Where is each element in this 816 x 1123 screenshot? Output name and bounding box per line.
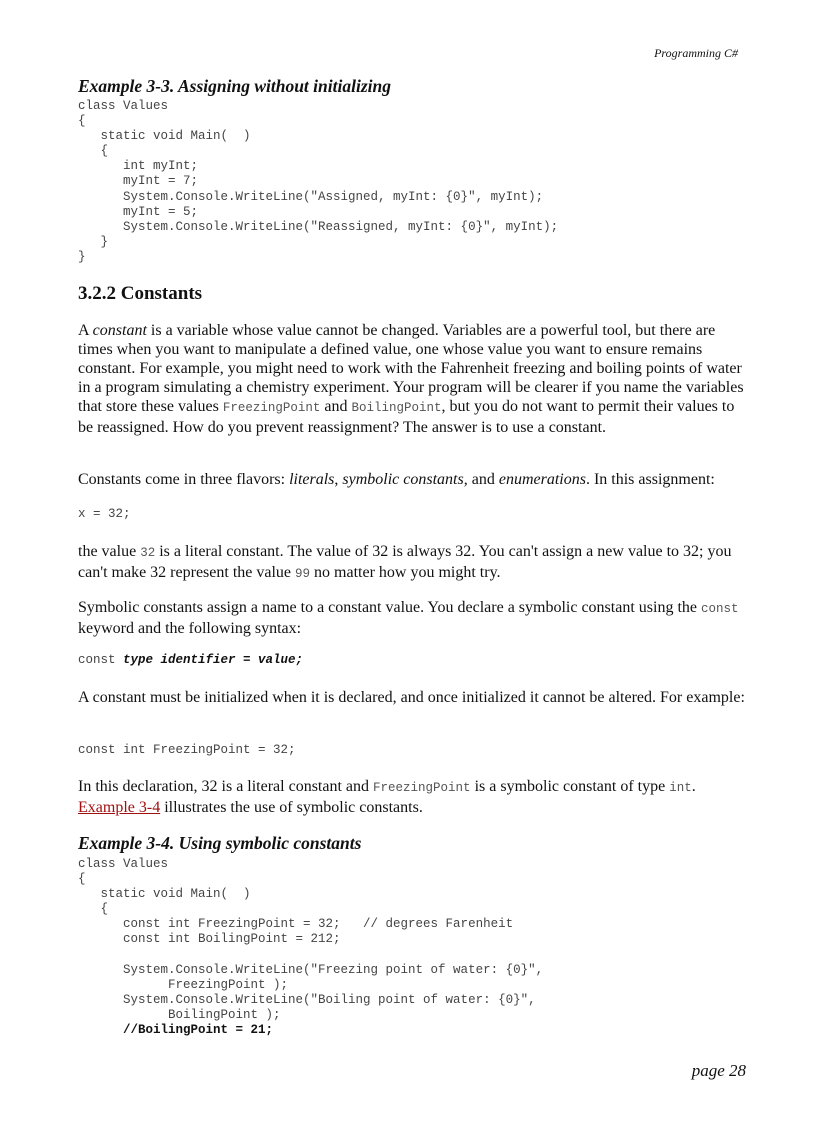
- term-constant: constant: [92, 322, 147, 339]
- term-literals: literals: [289, 471, 335, 488]
- syntax-keyword: const: [78, 653, 124, 667]
- code-assignment: x = 32;: [78, 507, 131, 521]
- inline-code: FreezingPoint: [222, 401, 321, 415]
- syntax-pattern: type identifier = value;: [123, 653, 304, 667]
- text: is a variable whose value cannot be changed. Variables are a powerful tool, but there are times when you want to manipulate a defined value, one whose value you want to ensure remains constant. For example, you might need to work with the Fahrenheit freezing and boiling points of water in a program simulating a chemistry experiment. Your program will be clearer if you name the variables that store these values: [78, 322, 744, 415]
- syntax-line: [78, 653, 303, 668]
- inline-code: 32: [140, 546, 156, 560]
- inline-code: int: [669, 781, 692, 795]
- example-3-4-link[interactable]: Example 3-4: [78, 799, 161, 816]
- term-symbolic-constants: symbolic constants,: [342, 471, 468, 488]
- text: and: [467, 471, 499, 488]
- inline-code: BoilingPoint: [351, 401, 442, 415]
- paragraph-constant-definition: [78, 321, 748, 437]
- example-3-4-code-bold-line: [78, 1023, 273, 1038]
- inline-code: FreezingPoint: [373, 781, 471, 795]
- paragraph-literal-constant: [78, 542, 748, 584]
- example-3-3-code: class Values { static void Main( ) { int myInt; myInt = 7; System.Console.WriteLine("Assigned, myInt: {0}", myInt); myInt = 5; System.Console.WriteLine("Reassigned, myInt: {0}", myInt); } }: [78, 99, 559, 264]
- inline-code: const: [701, 602, 739, 616]
- text: A: [78, 322, 93, 339]
- text: keyword and the following syntax:: [78, 620, 302, 637]
- paragraph-initialization: A constant must be initialized when it is declared, and once initialized it cannot be altered. For example:: [78, 689, 745, 706]
- paragraph-symbolic-constants: [78, 598, 748, 638]
- text: is a symbolic constant of type: [470, 778, 670, 795]
- text: , but you do not want to permit their values to be reassigned. How do you prevent reassignment? The answer is to use a constant.: [78, 398, 735, 436]
- paragraph-declaration-explained: [78, 777, 748, 817]
- text: In this declaration, 32 is a literal constant and: [78, 778, 374, 795]
- section-title: 3.2.2 Constants: [78, 283, 203, 304]
- example-3-3-title: Example 3-3. Assigning without initializing: [78, 76, 391, 96]
- paragraph-constant-flavors: [78, 470, 748, 489]
- text: ,: [334, 471, 343, 488]
- page-number: page 28: [691, 1061, 746, 1080]
- inline-code: 99: [295, 567, 311, 581]
- code-declaration: const int FreezingPoint = 32;: [78, 743, 296, 757]
- text: . In this assignment:: [585, 471, 715, 488]
- text: Symbolic constants assign a name to a constant value. You declare a symbolic constant using the: [78, 599, 701, 616]
- text: no matter how you might try.: [310, 564, 501, 581]
- text: Constants come in three flavors:: [78, 471, 290, 488]
- text: and: [320, 398, 352, 415]
- example-3-4-code: class Values { static void Main( ) { const int FreezingPoint = 32; // degrees Farenheit const int BoilingPoint = 212; System.Console.WriteLine("Freezing point of water: {0}", FreezingPoint ); System.Console.WriteLine("Boiling point of water: {0}", BoilingPoint );: [78, 857, 544, 1022]
- running-header: Programming C#: [654, 46, 738, 60]
- text: is a literal constant. The value of 32 is always 32. You can't assign a new value to 32; you can't make 32 represent the value: [78, 543, 732, 581]
- example-3-4-title: Example 3-4. Using symbolic constants: [78, 833, 362, 853]
- text: the value: [78, 543, 141, 560]
- text: illustrates the use of symbolic constants.: [160, 799, 423, 816]
- text: .: [691, 778, 696, 795]
- term-enumerations: enumerations: [498, 471, 586, 488]
- commented-code-line: //BoilingPoint = 21;: [78, 1023, 274, 1037]
